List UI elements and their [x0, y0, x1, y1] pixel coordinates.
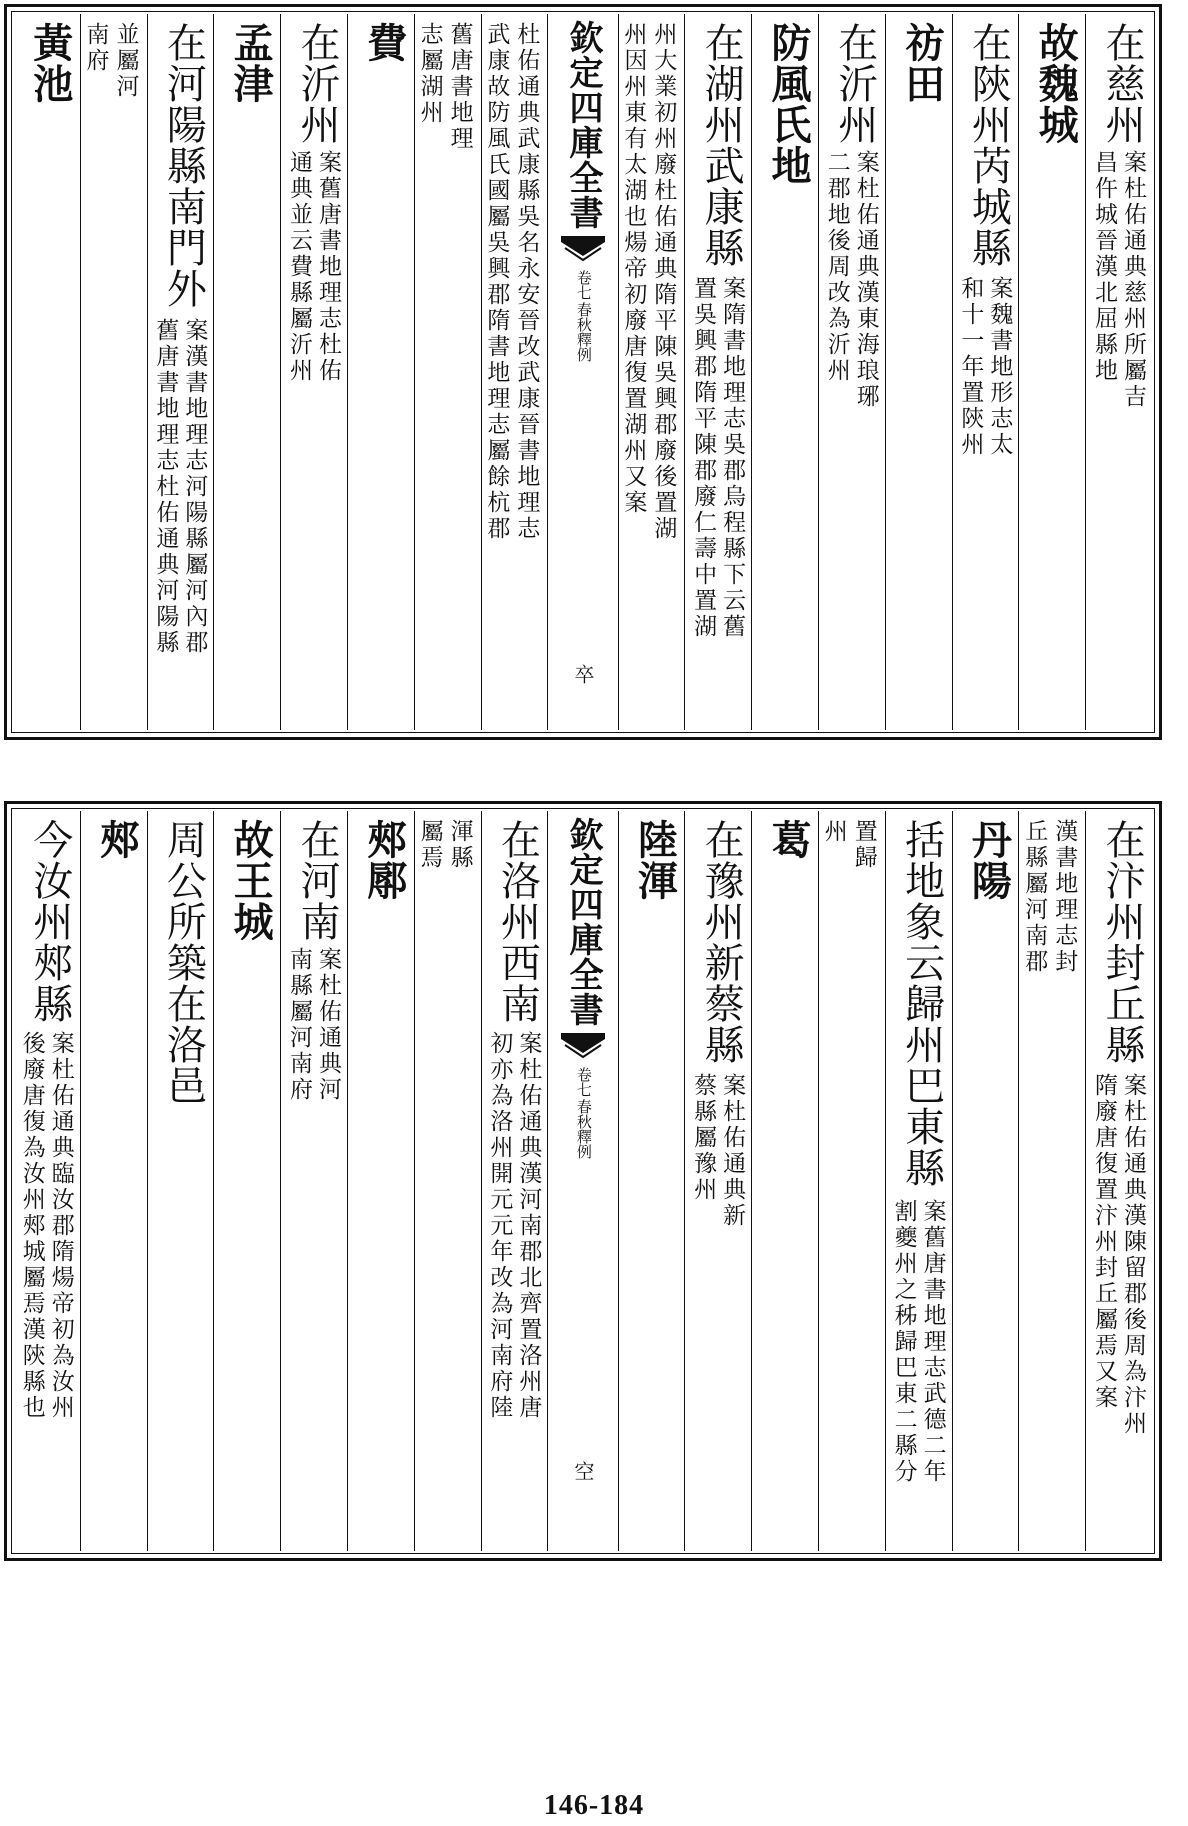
- text-column: [952, 811, 1019, 1551]
- annotation-line: 案漢書地理志河陽縣屬河內郡: [181, 318, 208, 656]
- fish-tail-mark-icon: [561, 1033, 605, 1059]
- place-heading: 故魏城: [1032, 22, 1080, 145]
- annotation-line: 案杜佑通典慈州所屬吉: [1120, 150, 1146, 410]
- lower-page-columns: [14, 811, 1152, 1551]
- text-column: [280, 14, 347, 730]
- text-column: [414, 811, 481, 1551]
- annotation-line: 案舊唐書地理志武德二年: [919, 1199, 946, 1485]
- annotation-line: 昌仵城晉漢北屈縣地: [1091, 150, 1117, 384]
- lower-page: [4, 801, 1162, 1561]
- volume-number: 卷七: [574, 270, 593, 300]
- annotation-line: 並屬河: [112, 22, 139, 100]
- annotation-line: 案舊唐書地理志杜佑: [314, 150, 341, 384]
- main-text: 今汝州郟縣: [26, 819, 73, 1024]
- annotation-line: 舊唐書地理志杜佑通典河陽縣: [152, 318, 179, 656]
- annotation-line: 案杜佑通典漢東海琅琊: [852, 150, 879, 410]
- main-text: 在洛州西南: [494, 819, 541, 1024]
- text-column: [14, 811, 80, 1551]
- volume-book-name: 春秋釋例: [574, 302, 593, 362]
- text-column: [1018, 14, 1085, 730]
- main-text: 在河陽縣南門外: [160, 22, 207, 309]
- text-column: [481, 14, 548, 730]
- place-heading: 黃池: [26, 22, 74, 104]
- book-title: 欽定四庫全書: [562, 20, 603, 230]
- text-column: [213, 14, 280, 730]
- main-text: 括地象云歸州巴東縣: [898, 819, 945, 1188]
- page-number-footer: 146-184: [543, 1790, 645, 1821]
- annotation-line: 後廢唐復為汝州郟城屬焉漢陝縣也: [18, 1031, 45, 1421]
- text-column: [147, 14, 214, 730]
- place-heading: 郟: [93, 819, 141, 860]
- annotation-line: 隋廢唐復置汴州封丘屬焉又案: [1091, 1073, 1117, 1411]
- annotation-line: 案魏書地形志太: [986, 276, 1013, 458]
- main-text: 在陝州芮城縣: [965, 22, 1012, 268]
- main-text: 在沂州: [293, 22, 340, 145]
- text-column: [684, 14, 751, 730]
- text-column: [818, 811, 885, 1551]
- book-title: 欽定四庫全書: [562, 817, 603, 1027]
- volume-label: [575, 270, 591, 362]
- folio-number: 卒: [570, 664, 595, 684]
- text-column: [80, 811, 147, 1551]
- annotation-line: 杜佑通典武康縣吳名永安晉改武康晉書地理志: [513, 22, 540, 542]
- annotation-line: 割夔州之秭歸巴東二縣分: [890, 1199, 917, 1485]
- annotation-line: 南縣屬河南府: [285, 947, 312, 1103]
- annotation-line: 案杜佑通典漢河南郡北齊置洛州唐: [515, 1031, 542, 1421]
- text-column: [885, 811, 952, 1551]
- annotation-line: 案杜佑通典臨汝郡隋煬帝初為汝州: [47, 1031, 74, 1421]
- text-column: [347, 14, 414, 730]
- text-column: [213, 811, 280, 1551]
- text-column: [347, 811, 414, 1551]
- annotation-line: 丘縣屬河南郡: [1021, 819, 1048, 975]
- annotation-line: 案杜佑通典河: [314, 947, 341, 1103]
- text-column: [1085, 811, 1152, 1551]
- upper-page: [4, 4, 1162, 740]
- text-column: [818, 14, 885, 730]
- place-heading: 葛: [764, 819, 812, 860]
- place-heading: 祊田: [898, 22, 946, 104]
- volume-number: 卷七: [574, 1067, 593, 1097]
- annotation-line: 案杜佑通典新: [719, 1073, 746, 1229]
- text-column: [684, 811, 751, 1551]
- text-column: [751, 811, 818, 1551]
- text-column: [952, 14, 1019, 730]
- place-heading: 郟鄏: [360, 819, 408, 901]
- annotation-line: 初亦為洛州開元元年改為河南府陸: [486, 1031, 513, 1421]
- place-heading: 丹陽: [965, 819, 1013, 901]
- text-column: [1085, 14, 1152, 730]
- volume-label: [575, 1067, 591, 1159]
- text-column: [618, 14, 685, 730]
- annotation-line: 蔡縣屬豫州: [690, 1073, 717, 1203]
- annotation-line: 案隋書地理志吳郡烏程縣下云舊: [719, 276, 746, 640]
- annotation-line: 州: [820, 819, 847, 845]
- annotation-line: 屬焉: [416, 819, 443, 871]
- annotation-line: 置歸: [850, 819, 877, 871]
- main-text: 在湖州武康縣: [698, 22, 745, 268]
- text-column: [14, 14, 80, 730]
- place-heading: 陸渾: [631, 819, 679, 901]
- main-text: 周公所築在洛邑: [160, 819, 207, 1106]
- annotation-line: 州因州東有太湖也煬帝初廢唐復置湖州又案: [620, 22, 647, 516]
- annotation-line: 和十一年置陝州: [957, 276, 984, 458]
- main-text: 在沂州: [831, 22, 878, 145]
- text-column: [280, 811, 347, 1551]
- text-column: [147, 811, 214, 1551]
- fish-tail-mark-icon: [561, 236, 605, 262]
- text-column: [618, 811, 685, 1551]
- place-heading: 防風氏地: [764, 22, 812, 186]
- annotation-line: 渾縣: [446, 819, 473, 871]
- text-column: [751, 14, 818, 730]
- main-text: 在豫州新蔡縣: [698, 819, 745, 1065]
- place-heading: 孟津: [227, 22, 275, 104]
- text-column: [885, 14, 952, 730]
- annotation-line: 通典並云費縣屬沂州: [285, 150, 312, 384]
- main-text: 在慈州: [1099, 22, 1145, 145]
- annotation-line: 置吳興郡隋平陳郡廢仁壽中置湖: [690, 276, 717, 640]
- annotation-line: 武康故防風氏國屬吳興郡隋書地理志屬餘杭郡: [483, 22, 510, 542]
- place-heading: 費: [360, 22, 408, 63]
- annotation-line: 志屬湖州: [416, 22, 443, 126]
- annotation-line: 二郡地後周改為沂州: [823, 150, 850, 384]
- annotation-line: 案杜佑通典漢陳留郡後周為汴州: [1120, 1073, 1146, 1437]
- center-column-banner: [547, 811, 617, 1551]
- place-heading: 故王城: [227, 819, 275, 942]
- text-column: [1018, 811, 1085, 1551]
- annotation-line: 漢書地理志封: [1051, 819, 1078, 975]
- text-column: [481, 811, 548, 1551]
- folio-number: 空: [570, 1461, 595, 1481]
- volume-book-name: 春秋釋例: [574, 1099, 593, 1159]
- annotation-line: 舊唐書地理: [446, 22, 473, 152]
- main-text: 在河南: [293, 819, 340, 942]
- main-text: 在汴州封丘縣: [1099, 819, 1145, 1065]
- annotation-line: 南府: [82, 22, 109, 74]
- annotation-line: 州大業初州廢杜佑通典隋平陳吳興郡廢後置湖: [650, 22, 677, 542]
- text-column: [414, 14, 481, 730]
- text-column: [80, 14, 147, 730]
- center-column-banner: [547, 14, 617, 730]
- upper-page-columns: [14, 14, 1152, 730]
